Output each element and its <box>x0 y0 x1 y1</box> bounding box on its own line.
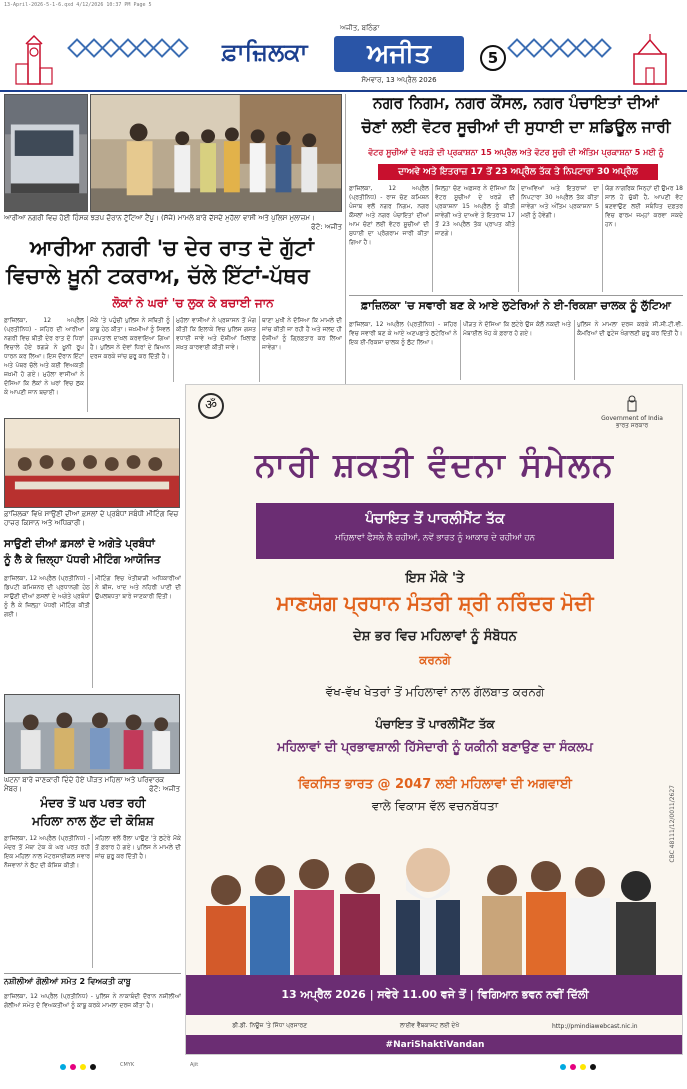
story3-col1: ਫ਼ਾਜ਼ਿਲਕਾ, 12 ਅਪ੍ਰੈਲ (ਪ੍ਰਤੀਨਿਧ) - ਸ਼ਹਿਰ ਵਿਚ ਸਵਾਰੀ ਬਣ ਕੇ ਆਏ ਅਣਪਛਾਤੇ ਲੁਟੇਰਿਆਂ ਨੇ ਇਕ ਈ-ਰਿਕਸ਼ਾ ਚਾਲਕ ਨੂੰ ਲੁੱਟ ਲਿਆ। <box>349 321 457 346</box>
ad-footer <box>186 1017 683 1035</box>
ad-resolve: ਮਹਿਲਾਵਾਂ ਦੀ ਪ੍ਰਭਾਵਸ਼ਾਲੀ ਹਿੱਸੇਦਾਰੀ ਨੂੰ ਯਕੀਨੀ ਬਣਾਉਣ ਦਾ ਸੰਕਲਪ <box>277 739 593 754</box>
story2-col4: ਯੋਗ ਨਾਗਰਿਕ ਜਿਨ੍ਹਾਂ ਦੀ ਉਮਰ 18 ਸਾਲ ਹੋ ਚੁੱਕੀ ਹੈ, ਆਪਣੀ ਵੋਟ ਬਣਵਾਉਣ ਲਈ ਸਬੰਧਿਤ ਦਫ਼ਤਰ ਵਿਚ ਫਾਰਮ ਜਮ੍ਹਾਂ ਕਰਵਾ ਸਕਦੇ ਹਨ। <box>605 185 683 228</box>
masthead <box>0 12 687 88</box>
story3-col2: ਪੀੜਤ ਨੇ ਦੱਸਿਆ ਕਿ ਲੁਟੇਰੇ ਉਸ ਕੋਲੋਂ ਨਕਦੀ ਅਤੇ ਮੋਬਾਈਲ ਖੋਹ ਕੇ ਫ਼ਰਾਰ ਹੋ ਗਏ। <box>463 321 571 337</box>
story1-col1: ਫ਼ਾਜ਼ਿਲਕਾ, 12 ਅਪ੍ਰੈਲ (ਪ੍ਰਤੀਨਿਧ) - ਸ਼ਹਿਰ ਦੀ ਆਰੀਆ ਨਗਰੀ ਵਿਚ ਬੀਤੀ ਦੇਰ ਰਾਤ ਦੋ ਧਿਰਾਂ ਵਿਚਾਲੇ ਹੋਏ ਝਗੜੇ ਨੇ ਖ਼ੂਨੀ ਰੂਪ ਧਾਰਨ ਕਰ ਲਿਆ। ਇਸ ਦੌਰਾਨ ਇੱਟਾਂ ਅਤੇ ਪੱਥਰ ਚੱਲੇ ਅਤੇ ਕਈ ਵਿਅਕਤੀ ਜ਼ਖ਼ਮੀ ਹੋ ਗਏ। ਮੁਹੱਲਾ ਵਾਸੀਆਂ ਨੇ ਦੱਸਿਆ ਕਿ ਲੋਕਾਂ ਨੇ ਘਰਾਂ ਵਿਚ ਲੁਕ ਕੇ ਆਪਣੀ ਜਾਨ ਬਚਾਈ। <box>4 317 84 396</box>
ad-foot-mid: ਲਾਈਵ ਵੈੱਬਕਾਸਟ ਲਈ ਦੇਖੋ <box>399 1022 460 1029</box>
ad-goi-label: Government of India <box>601 415 663 422</box>
ad-foot-url: http://pmindiawebcast.nic.in <box>552 1022 638 1030</box>
story1-photo-crowd <box>90 94 342 212</box>
ad-interact: ਵੱਖ-ਵੱਖ ਖੇਤਰਾਂ ਤੋਂ ਮਹਿਲਾਵਾਂ ਨਾਲ ਗੱਲਬਾਤ ਕਰਨਗੇ <box>325 685 545 699</box>
story5-photo-family <box>4 694 180 774</box>
story2-deck: ਵੋਟਰ ਸੂਚੀਆਂ ਦੇ ਖਰੜੇ ਦੀ ਪ੍ਰਕਾਸ਼ਨਾ 15 ਅਪ੍ਰੈਲ ਅਤੇ ਵੋਟਰ ਸੂਚੀ ਦੀ ਅੰਤਿਮ ਪ੍ਰਕਾਸ਼ਨਾ 5 ਮਈ ਨੂੰ <box>368 148 664 157</box>
masthead-logo: ਅਜੀਤ <box>334 36 464 72</box>
ad-goi-logo <box>592 395 672 430</box>
story4-col1: ਫ਼ਾਜ਼ਿਲਕਾ, 12 ਅਪ੍ਰੈਲ (ਪ੍ਰਤੀਨਿਧ) - ਡਿਪਟੀ ਕਮਿਸ਼ਨਰ ਦੀ ਪ੍ਰਧਾਨਗੀ ਹੇਠ ਸਾਉਣੀ ਦੀਆਂ ਫ਼ਸਲਾਂ ਦੇ ਅਗੇਤੇ ਪ੍ਰਬੰਧਾਂ ਨੂੰ ਲੈ ਕੇ ਜ਼ਿਲ੍ਹਾ ਪੱਧਰੀ ਮੀਟਿੰਗ ਕੀਤੀ ਗਈ। <box>4 575 90 618</box>
story4-caption: ਫ਼ਾਜ਼ਿਲਕਾ ਵਿਖੇ ਸਾਉਣੀ ਦੀਆਂ ਫ਼ਸਲਾਂ ਦੇ ਪ੍ਰਬੰਧਾਂ ਸਬੰਧੀ ਮੀਟਿੰਗ ਵਿਚ ਹਾਜ਼ਰ ਕਿਸਾਨ ਅਤੇ ਅਧਿਕਾਰੀ। <box>4 510 179 528</box>
col-divider <box>259 316 260 382</box>
story1-headline-line2: ਵਿਚਾਲੇ ਖ਼ੂਨੀ ਟਕਰਾਅ, ਚੱਲੇ ਇੱਟਾਂ-ਪੱਥਰ <box>6 264 310 288</box>
ad-foot-left: ਡੀ.ਡੀ. ਨਿਊਜ਼ 'ਤੇ ਸਿੱਧਾ ਪ੍ਰਸਾਰਣ <box>232 1022 308 1029</box>
story2-headline-line1: ਨਗਰ ਨਿਗਮ, ਨਗਰ ਕੌਂਸਲ, ਨਗਰ ਪੰਚਾਇਤਾਂ ਦੀਆਂ <box>373 94 659 112</box>
clock-tower-sketch-icon <box>12 34 56 86</box>
story1-photo-bus <box>4 94 88 212</box>
brief-body: ਫ਼ਾਜ਼ਿਲਕਾ, 12 ਅਪ੍ਰੈਲ (ਪ੍ਰਤੀਨਿਧ) - ਪੁਲਿਸ ਨੇ ਨਾਕਾਬੰਦੀ ਦੌਰਾਨ ਨਸ਼ੀਲੀਆਂ ਗੋਲੀਆਂ ਸਮੇਤ ਦੋ ਵਿਅਕਤੀਆਂ ਨੂੰ ਕਾਬੂ ਕਰਕੇ ਮਾਮਲਾ ਦਰਜ ਕੀਤਾ ਹੈ। <box>4 993 181 1009</box>
ad-event-strip: 13 ਅਪ੍ਰੈਲ 2026 | ਸਵੇਰੇ 11.00 ਵਜੇ ਤੋਂ | ਵਿਗਿਆਨ ਭਵਨ ਨਵੀਂ ਦਿੱਲੀ <box>186 975 683 1015</box>
story1-subhead: ਲੋਕਾਂ ਨੇ ਘਰਾਂ 'ਚ ਲੁਕ ਕੇ ਬਚਾਈ ਜਾਨ <box>112 296 274 310</box>
story1-headline-line1: ਆਰੀਆ ਨਗਰੀ 'ਚ ਦੇਰ ਰਾਤ ਦੋ ਗੁੱਟਾਂ <box>30 236 314 260</box>
story3-headline: ਫ਼ਾਜ਼ਿਲਕਾ 'ਚ ਸਵਾਰੀ ਬਣ ਕੇ ਆਏ ਲੁਟੇਰਿਆਂ ਨੇ ਈ-ਰਿਕਸ਼ਾ ਚਾਲਕ ਨੂੰ ਲੁੱਟਿਆ <box>361 299 671 312</box>
ad-address: ਦੇਸ਼ ਭਰ ਵਿਚ ਮਹਿਲਾਵਾਂ ਨੂੰ ਸੰਬੋਧਨ <box>353 629 517 644</box>
registration-marks <box>0 1060 687 1080</box>
story-separator <box>349 295 683 296</box>
story4-photo-meeting <box>4 418 180 508</box>
story1-caption: ਆਰੀਆ ਨਗਰੀ ਵਿਚ ਹੋਈ ਹਿੰਸਕ ਝੜਪ ਦੌਰਾਨ ਟੁੱਟਿਆ ਟੈਂਪੂ। (ਸੱਜੇ) ਮਾਮਲੇ ਬਾਰੇ ਦੱਸਦੇ ਮੁਹੱਲਾ ਵਾਸੀ ਅਤੇ ਪੁਲਿਸ ਮੁਲਾਜ਼ਮ। ਫੋਟੋ: ਅਜੀਤ <box>4 214 342 232</box>
story2-col1: ਫ਼ਾਜ਼ਿਲਕਾ, 12 ਅਪ੍ਰੈਲ (ਪ੍ਰਤੀਨਿਧ) - ਰਾਜ ਚੋਣ ਕਮਿਸ਼ਨ ਪੰਜਾਬ ਵਲੋਂ ਨਗਰ ਨਿਗਮ, ਨਗਰ ਕੌਂਸਲਾਂ ਅਤੇ ਨਗਰ ਪੰਚਾਇਤਾਂ ਦੀਆਂ ਆਮ ਚੋਣਾਂ ਲਈ ਵੋਟਰ ਸੂਚੀਆਂ ਦੀ ਸੁਧਾਈ ਦਾ ਪ੍ਰੋਗਰਾਮ ਜਾਰੀ ਕੀਤਾ ਗਿਆ ਹੈ। <box>349 185 429 246</box>
brief-headline: ਨਸ਼ੀਲੀਆਂ ਗੋਲੀਆਂ ਸਮੇਤ 2 ਵਿਅਕਤੀ ਕਾਬੂ <box>4 977 131 986</box>
footer-left: Ajit <box>190 1062 199 1068</box>
story4-col2: ਮੀਟਿੰਗ ਵਿਚ ਖੇਤੀਬਾੜੀ ਅਧਿਕਾਰੀਆਂ ਨੇ ਬੀਜ, ਖਾਦ ਅਤੇ ਨਹਿਰੀ ਪਾਣੀ ਦੀ ਉਪਲਬਧਤਾ ਬਾਰੇ ਜਾਣਕਾਰੀ ਦਿੱਤੀ। <box>95 575 181 600</box>
fort-sketch-icon <box>628 34 672 86</box>
col-divider <box>432 184 433 292</box>
ad-viksit: ਵਿਕਸਿਤ ਭਾਰਤ @ 2047 ਲਈ ਮਹਿਲਾਵਾਂ ਦੀ ਅਗਵਾਈ <box>298 777 572 792</box>
story5-caption: ਘਟਨਾ ਬਾਰੇ ਜਾਣਕਾਰੀ ਦਿੰਦੇ ਹੋਏ ਪੀੜਤ ਮਹਿਲਾ ਅਤੇ ਪਰਿਵਾਰਕ ਮੈਂਬਰ। ਫੋਟੋ: ਅਜੀਤ <box>4 776 180 794</box>
col-divider <box>87 316 88 412</box>
col-divider <box>460 320 461 380</box>
story4-headline-line1: ਸਾਉਣੀ ਦੀਆਂ ਫ਼ਸਲਾਂ ਦੇ ਅਗੇਤੇ ਪ੍ਰਬੰਧਾਂ <box>4 538 155 550</box>
page-number: 5 <box>480 45 506 71</box>
print-slug: 13-April-2026-5-1-6.qxd 4/12/2026 10:37 PM Page 5 <box>4 2 152 8</box>
masthead-pattern-right <box>510 34 609 64</box>
ad-panchayat-line: ਪੰਚਾਇਤ ਤੋਂ ਪਾਰਲੀਮੈਂਟ ਤੱਕ <box>375 717 495 731</box>
ad-commitment: ਵਾਲੇ ਵਿਕਾਸ ਵੱਲ ਵਚਨਬੱਧਤਾ <box>371 799 499 813</box>
story5-headline-line2: ਮਹਿਲਾ ਨਾਲ ਲੁੱਟ ਦੀ ਕੋਸ਼ਿਸ਼ <box>32 814 154 828</box>
masthead-city: ਫ਼ਾਜ਼ਿਲਕਾ <box>222 38 308 66</box>
ad-pm-name: ਮਾਣਯੋਗ ਪ੍ਰਧਾਨ ਮੰਤਰੀ ਸ਼੍ਰੀ ਨਰਿੰਦਰ ਮੋਦੀ <box>276 591 594 615</box>
story4-headline-line2: ਨੂੰ ਲੈ ਕੇ ਜ਼ਿਲ੍ਹਾ ਪੱਧਰੀ ਮੀਟਿੰਗ ਆਯੋਜਿਤ <box>4 554 161 566</box>
story3-col3: ਪੁਲਿਸ ਨੇ ਮਾਮਲਾ ਦਰਜ ਕਰਕੇ ਸੀ.ਸੀ.ਟੀ.ਵੀ. ਕੈਮਰਿਆਂ ਦੀ ਫੁਟੇਜ ਖੰਗਾਲਣੀ ਸ਼ੁਰੂ ਕਰ ਦਿੱਤੀ ਹੈ। <box>577 321 683 337</box>
story5-credit: ਫੋਟੋ: ਅਜੀਤ <box>149 785 180 794</box>
col-divider <box>518 184 519 292</box>
ad-will: ਕਰਨਗੇ <box>419 653 451 667</box>
story5-col1: ਫ਼ਾਜ਼ਿਲਕਾ, 12 ਅਪ੍ਰੈਲ (ਪ੍ਰਤੀਨਿਧ) - ਮੰਦਰ ਤੋਂ ਮੱਥਾ ਟੇਕ ਕੇ ਘਰ ਪਰਤ ਰਹੀ ਇਕ ਮਹਿਲਾ ਨਾਲ ਮੋਟਰਸਾਈਕਲ ਸਵਾਰ ਨੌਜਵਾਨਾਂ ਨੇ ਲੁੱਟ ਦੀ ਕੋਸ਼ਿਸ਼ ਕੀਤੀ। <box>4 835 90 869</box>
ad-code: CBC 48111/12/0011/2627 <box>669 785 676 863</box>
masthead-rule <box>0 90 687 92</box>
story2-col3: ਦਾਅਵਿਆਂ ਅਤੇ ਇਤਰਾਜ਼ਾਂ ਦਾ ਨਿਪਟਾਰਾ 30 ਅਪ੍ਰੈਲ ਤੱਕ ਕੀਤਾ ਜਾਵੇਗਾ ਅਤੇ ਅੰਤਿਮ ਪ੍ਰਕਾਸ਼ਨਾ 5 ਮਈ ਨੂੰ ਹੋਵੇਗੀ। <box>521 185 599 219</box>
ad-box-line1: ਪੰਚਾਇਤ ਤੋਂ ਪਾਰਲੀਮੈਂਟ ਤੱਕ <box>365 511 505 527</box>
ad-hashtag: #NariShaktiVandan <box>186 1035 683 1055</box>
col-divider <box>92 574 93 688</box>
ad-women-and-pm-illustration <box>196 840 674 976</box>
story2-headline-line2: ਚੋਣਾਂ ਲਈ ਵੋਟਰ ਸੂਚੀਆਂ ਦੀ ਸੁਧਾਈ ਦਾ ਸ਼ਡਿਊਲ ਜਾਰੀ <box>361 118 671 136</box>
section-divider <box>345 94 346 384</box>
masthead-tagline: ਅਜੀਤ, ਬਠਿੰਡਾ <box>340 24 380 32</box>
story1-col2: ਮੌਕੇ 'ਤੇ ਪਹੁੰਚੀ ਪੁਲਿਸ ਨੇ ਸਥਿਤੀ ਨੂੰ ਕਾਬੂ ਹੇਠ ਕੀਤਾ। ਜ਼ਖ਼ਮੀਆਂ ਨੂੰ ਸਿਵਲ ਹਸਪਤਾਲ ਦਾਖ਼ਲ ਕਰਵਾਇਆ ਗਿਆ ਹੈ। ਪੁਲਿਸ ਨੇ ਦੋਵਾਂ ਧਿਰਾਂ ਦੇ ਬਿਆਨ ਦਰਜ ਕਰਕੇ ਜਾਂਚ ਸ਼ੁਰੂ ਕਰ ਦਿੱਤੀ ਹੈ। <box>90 317 170 360</box>
story-separator <box>4 973 181 974</box>
ad-title: ਨਾਰੀ ਸ਼ਕਤੀ ਵੰਦਨਾ ਸੰਮੇਲਨ <box>255 445 615 484</box>
story2-col2: ਜ਼ਿਲ੍ਹਾ ਚੋਣ ਅਫ਼ਸਰ ਨੇ ਦੱਸਿਆ ਕਿ ਵੋਟਰ ਸੂਚੀਆਂ ਦੇ ਖਰੜੇ ਦੀ ਪ੍ਰਕਾਸ਼ਨਾ 15 ਅਪ੍ਰੈਲ ਨੂੰ ਕੀਤੀ ਜਾਵੇਗੀ ਅਤੇ ਦਾਅਵੇ ਤੇ ਇਤਰਾਜ਼ 17 ਤੋਂ 23 ਅਪ੍ਰੈਲ ਤੱਕ ਪ੍ਰਾਪਤ ਕੀਤੇ ਜਾਣਗੇ। <box>435 185 515 237</box>
story1-credit: ਫੋਟੋ: ਅਜੀਤ <box>311 223 342 232</box>
masthead-date: ਸੋਮਵਾਰ, 13 ਅਪ੍ਰੈਲ 2026 <box>361 76 437 84</box>
col-divider <box>602 184 603 292</box>
ad-occasion: ਇਸ ਮੌਕੇ 'ਤੇ <box>405 571 465 586</box>
ad-tagline-box <box>256 503 614 559</box>
story2-banner: ਦਾਅਵੇ ਅਤੇ ਇਤਰਾਜ਼ 17 ਤੋਂ 23 ਅਪ੍ਰੈਲ ਤੱਕ ਤੇ ਨਿਪਟਾਰਾ 30 ਅਪ੍ਰੈਲ <box>378 164 658 180</box>
col-divider <box>574 320 575 380</box>
col-divider <box>92 834 93 968</box>
national-emblem-icon <box>625 395 639 413</box>
ad-goi-sub: ਭਾਰਤ ਸਰਕਾਰ <box>615 422 649 429</box>
story1-col3: ਮੁਹੱਲਾ ਵਾਸੀਆਂ ਨੇ ਪ੍ਰਸ਼ਾਸਨ ਤੋਂ ਮੰਗ ਕੀਤੀ ਕਿ ਇਲਾਕੇ ਵਿਚ ਪੁਲਿਸ ਗਸ਼ਤ ਵਧਾਈ ਜਾਵੇ ਅਤੇ ਦੋਸ਼ੀਆਂ ਖ਼ਿਲਾਫ਼ ਸਖ਼ਤ ਕਾਰਵਾਈ ਕੀਤੀ ਜਾਵੇ। <box>176 317 256 351</box>
footer-cmyk: CMYK <box>120 1062 135 1068</box>
nari-shakti-advertisement <box>185 384 683 1055</box>
ad-emblem-icon: ॐ <box>198 393 224 419</box>
story5-col2: ਮਹਿਲਾ ਵਲੋਂ ਰੌਲਾ ਪਾਉਣ 'ਤੇ ਲੁਟੇਰੇ ਮੌਕੇ ਤੋਂ ਫ਼ਰਾਰ ਹੋ ਗਏ। ਪੁਲਿਸ ਨੇ ਮਾਮਲੇ ਦੀ ਜਾਂਚ ਸ਼ੁਰੂ ਕਰ ਦਿੱਤੀ ਹੈ। <box>95 835 181 860</box>
story5-headline-line1: ਮੰਦਰ ਤੋਂ ਘਰ ਪਰਤ ਰਹੀ <box>40 796 146 810</box>
col-divider <box>173 316 174 382</box>
story1-col4: ਥਾਣਾ ਮੁਖੀ ਨੇ ਦੱਸਿਆ ਕਿ ਮਾਮਲੇ ਦੀ ਜਾਂਚ ਕੀਤੀ ਜਾ ਰਹੀ ਹੈ ਅਤੇ ਜਲਦ ਹੀ ਦੋਸ਼ੀਆਂ ਨੂੰ ਗ੍ਰਿਫ਼ਤਾਰ ਕਰ ਲਿਆ ਜਾਵੇਗਾ। <box>262 317 342 351</box>
ad-box-line2: ਮਹਿਲਾਵਾਂ ਫੈਸਲੇ ਲੈ ਰਹੀਆਂ, ਨਵੇਂ ਭਾਰਤ ਨੂੰ ਆਕਾਰ ਦੇ ਰਹੀਆਂ ਹਨ <box>335 533 535 543</box>
masthead-pattern-left <box>70 34 186 64</box>
